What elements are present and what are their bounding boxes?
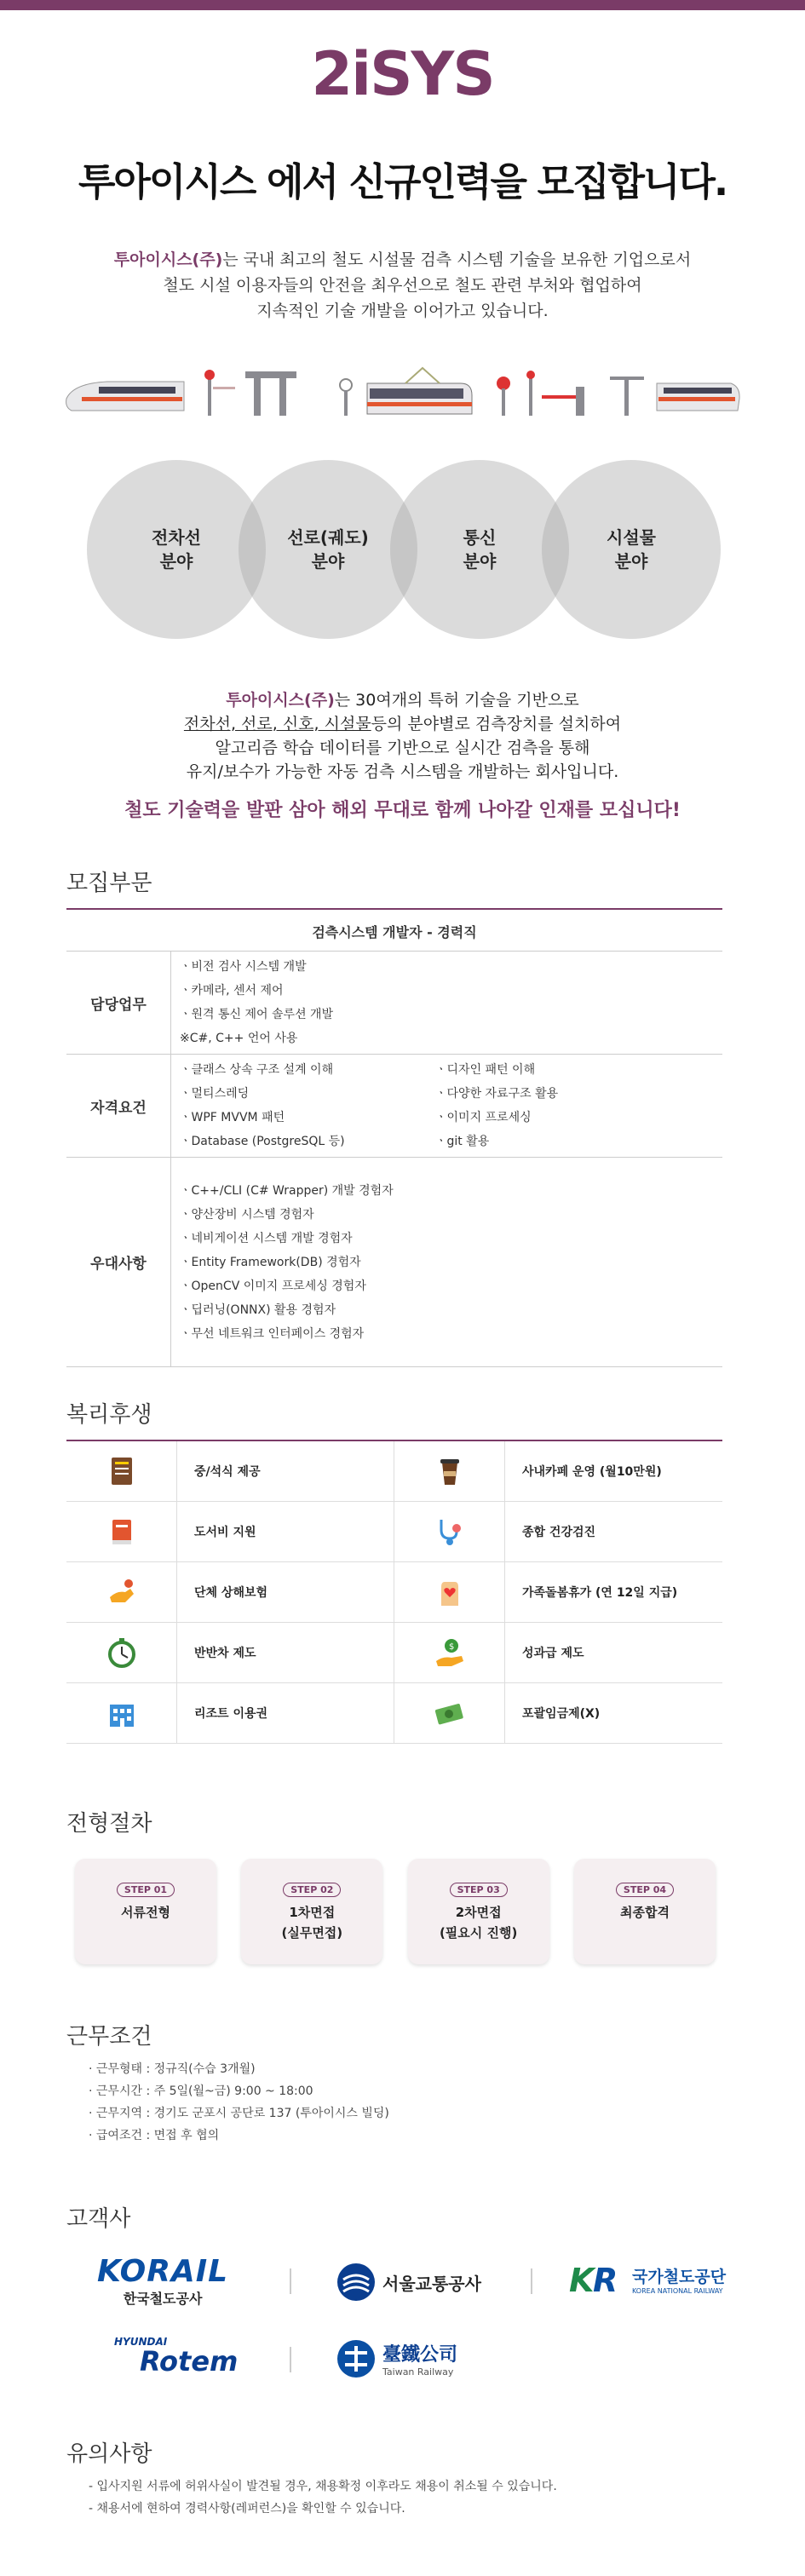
- welfare-label: 리조트 이용권: [177, 1683, 394, 1743]
- recruit-table: [66, 911, 722, 1367]
- intro-line1: 는 국내 최고의 철도 시설물 검측 시스템 기술을 보유한 기업으로서: [222, 250, 692, 269]
- svg-text:K: K: [569, 2263, 595, 2297]
- welfare-row: [66, 1441, 722, 1502]
- resort-icon: [66, 1683, 177, 1743]
- process-step: STEP 02 1차면접 (실무면접): [241, 1859, 382, 1964]
- book-icon: [66, 1502, 177, 1561]
- section-title-recruit: 모집부문: [66, 871, 152, 896]
- field-circles: [0, 460, 805, 656]
- client-taiwan-railway: 臺鐵公司 Taiwan Railway: [336, 2339, 457, 2378]
- notice-list: - 입사지원 서류에 허위사실이 발견될 경우, 채용확정 이후라도 채용이 취소될 수 있습니다. - 채용서에 현하여 경력사항(레퍼런스)을 확인할 수 있습니다.: [89, 2480, 557, 2516]
- client-seoul-metro: 서울교통공사: [336, 2263, 481, 2302]
- section-title-notice: 유의사항: [66, 2441, 152, 2467]
- client-korail: KORAIL 한국철도공사: [97, 2254, 229, 2307]
- qualification-label: 자격요건: [66, 1055, 171, 1158]
- about-company: 투아이시스(주): [226, 691, 335, 710]
- welfare-label: 사내카페 운영 (월10만원): [522, 1465, 662, 1479]
- preference-list: ㆍC++/CLI (C# Wrapper) 개발 경험자 ㆍ양산장비 시스템 경험자 ㆍ네비게이션 시스템 개발 경험자 ㆍEntity Framework(DB) 경험자 ㆍOpenCV 이미지 프로세싱 경험자 ㆍ딥러닝(ONNX) 활용 경험자 ㆍ무선 네트워크 인터페이스 경험자: [171, 1158, 723, 1367]
- conditions-list: · 근무형태 : 정규직(수습 3개월) · 근무시간 : 주 5일(월~금) 9:00 ~ 18:00 · 근무지역 : 경기도 군포시 공단로 137 (투아이시스 빌딩) · 급여조건 : 면접 후 협의: [89, 2062, 389, 2142]
- train-icon-center: [367, 368, 472, 414]
- intro-line2: 철도 시설 이용자들의 안전을 최우선으로 철도 관련 부처와 협업하여: [163, 276, 642, 295]
- duties-list: ㆍ비전 검사 시스템 개발 ㆍ카메라, 센서 제어 ㆍ원격 통신 제어 솔루션 개발 ※C#, C++ 언어 사용: [171, 952, 723, 1055]
- intro-paragraph: [0, 247, 805, 324]
- section-divider: [66, 908, 722, 910]
- client-kr: K R 국가철도공단 KOREA NATIONAL RAILWAY: [569, 2263, 726, 2297]
- clock-icon: [66, 1623, 177, 1682]
- section-title-clients: 고객사: [66, 2206, 131, 2232]
- heart-hand-icon: [394, 1562, 505, 1622]
- train-icon-right: [657, 383, 739, 411]
- welfare-label: 가족돌봄휴가 (연 12일 지급): [522, 1586, 678, 1600]
- process-step: STEP 03 2차면접 (필요시 진행): [408, 1859, 549, 1964]
- position-title: 검측시스템 개발자 - 경력직: [66, 911, 722, 952]
- company-logo: 2iSYS: [311, 39, 494, 109]
- about-slogan: 철도 기술력을 발판 삼아 해외 무대로 함께 나아갈 인재를 모십니다!: [124, 800, 681, 821]
- welfare-label: 중/석식 제공: [177, 1441, 394, 1501]
- welfare-label: 성과급 제도: [522, 1647, 584, 1660]
- section-title-conditions: 근무조건: [66, 2024, 152, 2050]
- intro-line3: 지속적인 기술 개발을 이어가고 있습니다.: [256, 302, 549, 320]
- about-line1: 는 30여개의 특허 기술을 기반으로: [334, 691, 579, 710]
- field-circle-communication: 통신 분야: [390, 460, 569, 639]
- about-paragraph: [0, 688, 805, 823]
- welfare-label: 반반차 제도: [177, 1623, 394, 1682]
- process-steps: [75, 1859, 716, 1964]
- field-circle-catenary: 전차선 분야: [87, 460, 266, 639]
- welfare-row: [66, 1562, 722, 1623]
- welfare-row: [66, 1623, 722, 1683]
- welfare-label: 도서비 지원: [177, 1502, 394, 1561]
- preference-label: 우대사항: [66, 1158, 171, 1367]
- welfare-row: [66, 1502, 722, 1562]
- train-icon-left: [66, 382, 184, 411]
- coffee-icon: [394, 1441, 505, 1501]
- client-hyundai-rotem: HYUNDAI Rotem: [114, 2336, 239, 2378]
- taiwan-railway-logo-icon: [336, 2339, 376, 2378]
- section-title-welfare: 복리후생: [66, 1402, 152, 1428]
- welfare-row: [66, 1683, 722, 1744]
- svg-text:$: $: [448, 1642, 454, 1652]
- section-title-process: 전형절차: [66, 1811, 152, 1837]
- train-illustration: [65, 358, 740, 426]
- process-step: STEP 04 최종합격: [574, 1859, 716, 1964]
- coin-hand-icon: [394, 1623, 505, 1682]
- intro-company: 투아이시스(주): [113, 250, 223, 269]
- page-headline: 투아이시스 에서 신규인력을 모집합니다.: [78, 159, 727, 204]
- about-line4: 유지/보수가 가능한 자동 검측 시스템을 개발하는 회사입니다.: [186, 762, 619, 781]
- insurance-icon: [66, 1562, 177, 1622]
- svg-text:R: R: [593, 2263, 618, 2297]
- money-icon: [394, 1683, 505, 1743]
- seoul-metro-logo-icon: [336, 2263, 376, 2302]
- about-line3: 알고리즘 학습 데이터를 기반으로 실시간 검측을 통해: [215, 739, 590, 757]
- welfare-label: 포괄임금제(X): [522, 1707, 601, 1721]
- top-bar: [0, 0, 805, 10]
- duties-label: 담당업무: [66, 952, 171, 1055]
- welfare-label: 종합 건강검진: [522, 1526, 596, 1539]
- field-circle-facility: 시설물 분야: [542, 460, 721, 639]
- process-step: STEP 01 서류전형: [75, 1859, 216, 1964]
- about-fields-underlined: 전차선, 선로, 신호, 시설물: [183, 715, 371, 733]
- menu-icon: [66, 1441, 177, 1501]
- field-circle-track: 선로(궤도) 분야: [239, 460, 417, 639]
- kr-logo-icon: [569, 2263, 629, 2297]
- stethoscope-icon: [394, 1502, 505, 1561]
- qualification-list: ㆍ클래스 상속 구조 설계 이해 ㆍ멀티스레딩 ㆍWPF MVVM 패턴 ㆍDatabase (PostgreSQL 등) ㆍ디자인 패턴 이해 ㆍ다양한 자료구조 활용 ㆍ이미지 프로세싱 ㆍgit 활용: [171, 1055, 723, 1158]
- welfare-table: [66, 1441, 722, 1744]
- about-line2: 등의 분야별로 검측장치를 설치하여: [371, 715, 622, 733]
- welfare-label: 단체 상해보험: [177, 1562, 394, 1622]
